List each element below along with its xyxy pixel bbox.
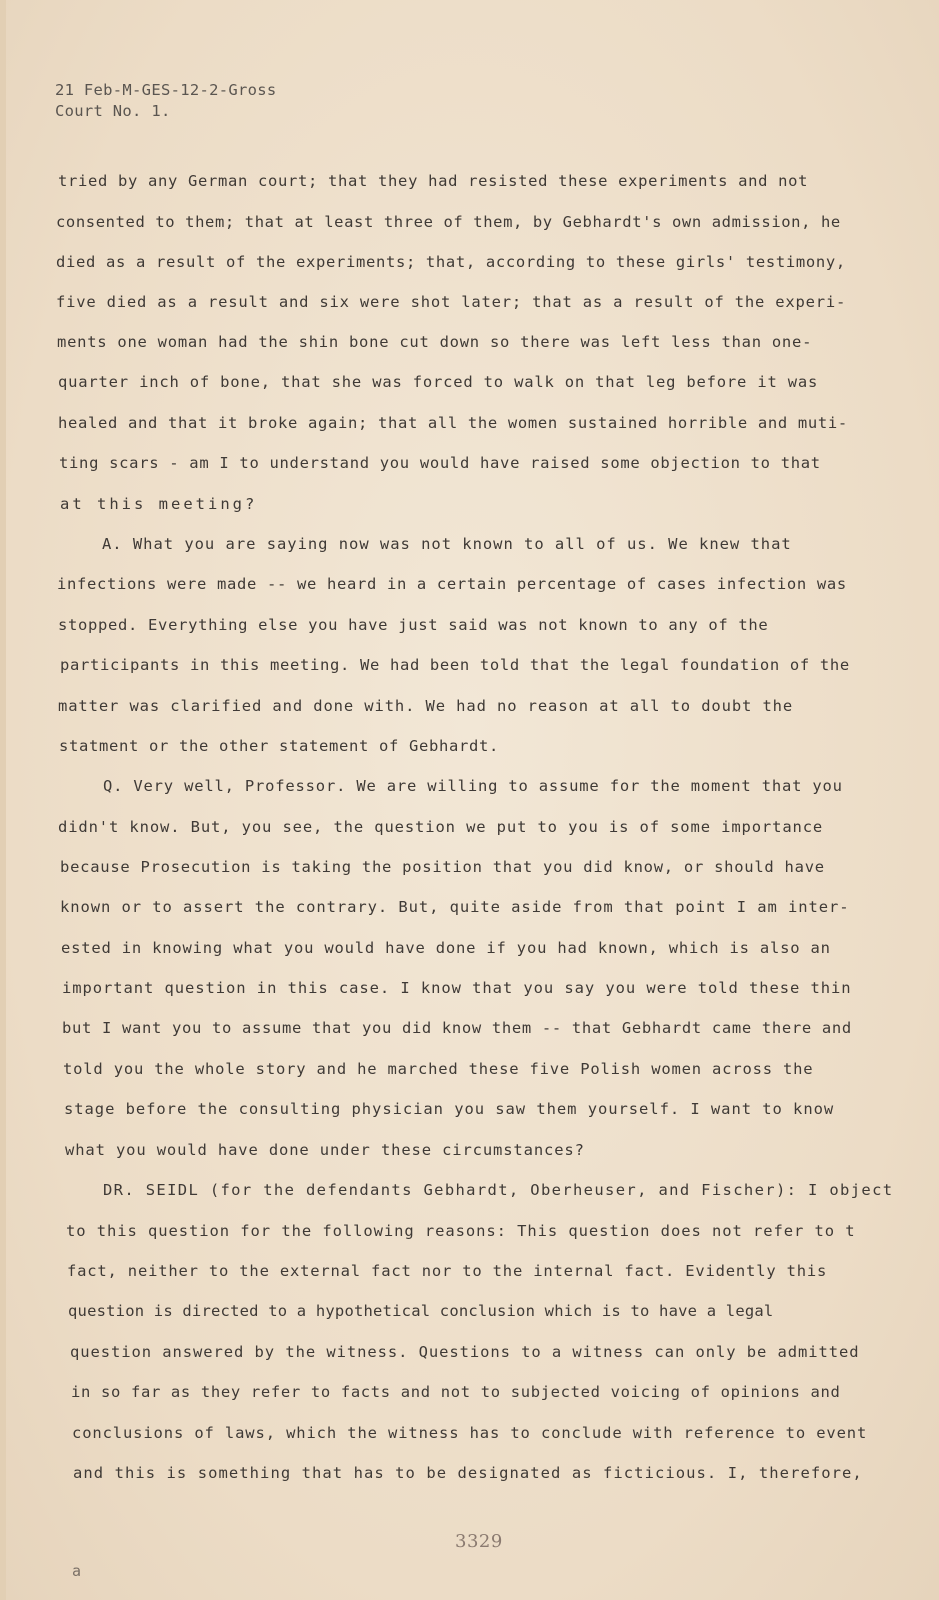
header-court: Court No. 1. — [55, 102, 171, 120]
transcript-line: stage before the consulting physician you saw them yourself. I want to know — [64, 1100, 835, 1118]
transcript-line: matter was clarified and done with. We had no reason at all to doubt the — [58, 697, 794, 715]
transcript-line: known or to assert the contrary. But, quite aside from that point I am inter- — [60, 898, 850, 916]
transcript-line: participants in this meeting. We had been told that the legal foundation of the — [60, 656, 850, 674]
transcript-line: in so far as they refer to facts and not to subjected voicing of opinions and — [71, 1383, 841, 1401]
transcript-line: and this is something that has to be designated as ficticious. I, therefore, — [73, 1464, 863, 1482]
transcript-line: healed and that it broke again; that all the women sustained horrible and muti- — [58, 414, 848, 432]
transcript-line: what you would have done under these circumstances? — [65, 1141, 585, 1159]
transcript-line: Q. Very well, Professor. We are willing to assume for the moment that you — [103, 777, 843, 795]
header-reference: 21 Feb-M-GES-12-2-Gross — [55, 81, 277, 99]
footer-mark: a — [72, 1562, 82, 1580]
transcript-line: fact, neither to the external fact nor to the internal fact. Evidently this — [67, 1262, 828, 1280]
transcript-line: ments one woman had the shin bone cut down so there was left less than one- — [57, 333, 813, 351]
transcript-line: but I want you to assume that you did know them -- that Gebhardt came there and — [62, 1019, 852, 1037]
transcript-line: ested in knowing what you would have done if you had known, which is also an — [61, 939, 831, 957]
transcript-line: DR. SEIDL (for the defendants Gebhardt, Oberheuser, and Fischer): I object — [103, 1181, 894, 1199]
transcript-line: at this meeting? — [60, 495, 258, 513]
transcript-line: stopped. Everything else you have just said was not known to any of the — [58, 616, 769, 634]
transcript-line: important question in this case. I know that you say you were told these thin — [62, 979, 852, 997]
transcript-line: statment or the other statement of Gebhardt. — [59, 737, 499, 755]
transcript-line: infections were made -- we heard in a certain percentage of cases infection was — [57, 575, 847, 593]
transcript-line: ting scars - am I to understand you would have raised some objection to that — [59, 454, 821, 472]
document-header — [55, 80, 277, 122]
transcript-line: told you the whole story and he marched these five Polish women across the — [63, 1060, 814, 1078]
transcript-line: consented to them; that at least three of them, by Gebhardt's own admission, he — [56, 213, 841, 231]
page-number: 3329 — [455, 1531, 503, 1552]
transcript-line: died as a result of the experiments; that, according to these girls' testimony, — [56, 253, 846, 271]
transcript-line: to this question for the following reasons: This question does not refer to t — [66, 1222, 856, 1240]
transcript-line: A. What you are saying now was not known to all of us. We knew that — [102, 535, 792, 553]
transcript-line: tried by any German court; that they had resisted these experiments and not — [58, 172, 809, 190]
transcript-line: didn't know. But, you see, the question we put to you is of some importance — [58, 818, 824, 836]
transcript-line: because Prosecution is taking the position that you did know, or should have — [60, 858, 825, 876]
page-edge — [0, 0, 6, 1600]
transcript-line: five died as a result and six were shot later; that as a result of the experi- — [56, 293, 847, 311]
transcript-line: conclusions of laws, which the witness has to conclude with reference to event — [72, 1424, 868, 1442]
transcript-line: quarter inch of bone, that she was forced to walk on that leg before it was — [58, 373, 819, 391]
transcript-line: question answered by the witness. Questions to a witness can only be admitted — [70, 1343, 860, 1361]
transcript-line: question is directed to a hypothetical conclusion which is to have a legal — [68, 1302, 774, 1320]
